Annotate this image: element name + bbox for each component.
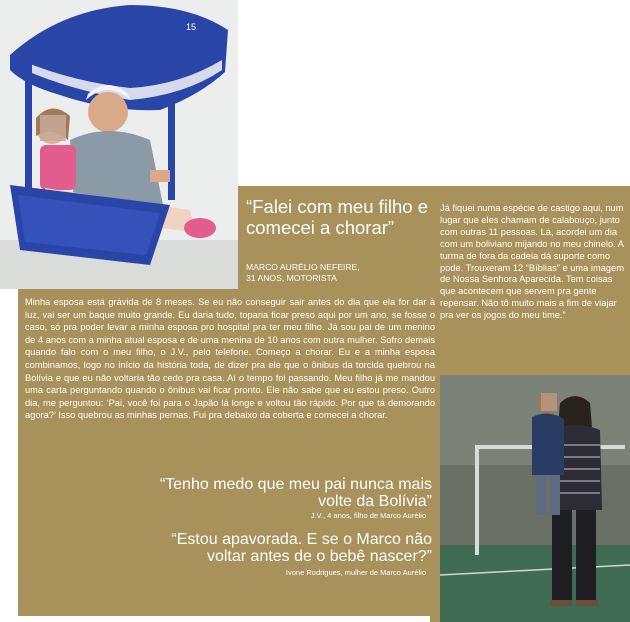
byline bbox=[246, 262, 431, 284]
byline-details: 31 ANOS, MOTORISTA bbox=[246, 273, 337, 283]
swing-illustration bbox=[0, 0, 238, 289]
byline-name: MARCO AURÉLIO NEFEIRE, bbox=[246, 262, 360, 272]
family-illustration bbox=[440, 375, 630, 622]
article-headline: “Falei com meu filho e comecei a chorar” bbox=[246, 196, 428, 238]
swing-number: 15 bbox=[186, 22, 197, 32]
photo-father-daughter-swing bbox=[0, 0, 238, 289]
photo-mother-son bbox=[440, 375, 630, 622]
body-text-left: Minha esposa está grávida de 8 meses. Se eu não conseguir sair antes do dia que ela for dar à luz, vai ser um baque muito grande. Eu daria tudo, toparia ficar preso aqui por um ano, se fosse o caso, só pra poder levar a minha esposa pro hospital pra ter meu filho. Já sou pai de um menino de 4 anos com a minha atual esposa e de uma menina de 10 anos com outra mulher. Sofro demais quando falo com o meu filho, o J.V., pelo telefone. Começo a chorar. Eu e a minha esposa combinamos, logo no início da história toda, de dizer pra ele que o ônibus da torcida quebrou na Bolívia e que eu não voltaria tão cedo pra casa. Aí o tempo foi passando. Meu filho já me mandou uma carta perguntando quando o ônibus vai ficar pronto. Ele não sabe que eu estou preso. Outro dia, me perguntou: ‘Pai, você foi para o Japão lá longe e voltou tão rápido. Por que tá demorando agora?’ Isso quebrou as minhas pernas. Fui pra debaixo da coberta e comecei a chorar. bbox=[25, 297, 435, 421]
pull-quote-son: “Tenho medo que meu pai nunca mais volte da Bolívia” bbox=[159, 476, 432, 510]
body-text-right: Já fiquei numa espécie de castigo aqui, num lugar que eles chamam de calabouço, junto com outras 11 pessoas. Lá, acordei um dia com um boliviano mijando no meu chinelo. A turma de fora da cadeia dá suporte como pode. Trouxeram 12 “Bíblias” e uma imagem de Nossa Senhora Aparecida. Tem coisas que acontecem que servem pra gente repensar. Não tô muito mais a fim de viajar pra ver os jogos do meu time.” bbox=[440, 203, 624, 321]
pull-quote-wife-cite: Ivone Rodrigues, mulher de Marco Aurélio bbox=[285, 568, 426, 577]
pull-quote-wife: “Estou apavorada. E se o Marco não voltar antes de o bebê nascer?” bbox=[171, 531, 432, 565]
pull-quote-son-cite: J.V., 4 anos, filho de Marco Aurélio bbox=[310, 511, 426, 520]
